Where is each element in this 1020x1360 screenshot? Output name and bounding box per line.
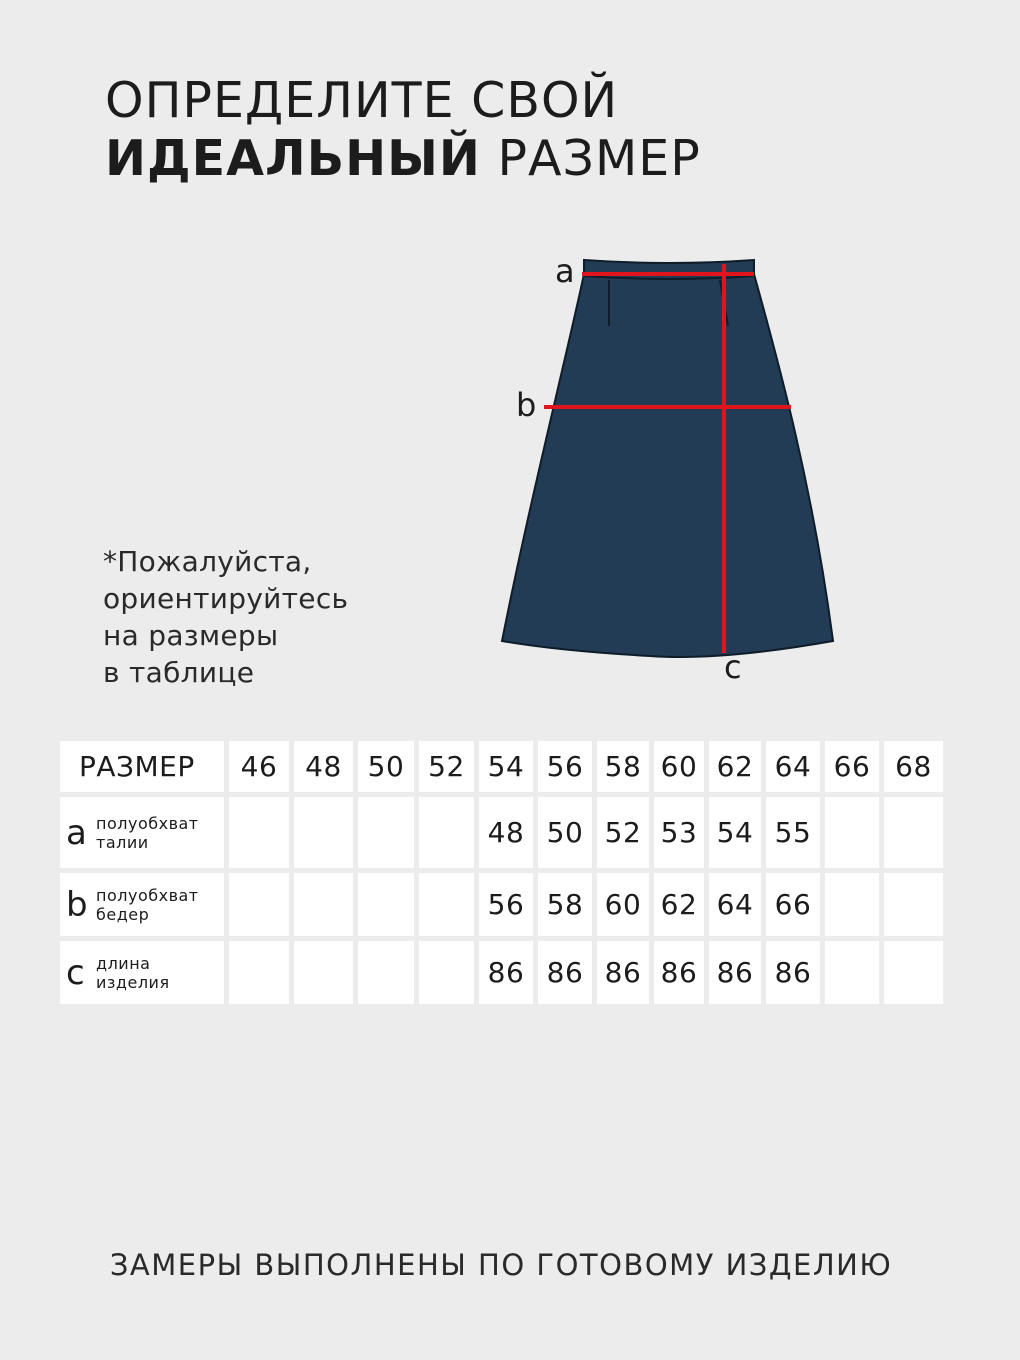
- value-cell: 86: [766, 941, 820, 1004]
- value-cell: 48: [479, 797, 533, 868]
- value-cell: [294, 873, 353, 936]
- value-cell: 53: [654, 797, 704, 868]
- title-line-2: [105, 130, 701, 188]
- value-cell: [884, 797, 943, 868]
- size-header-cell: 54: [479, 741, 533, 792]
- skirt-measurement-diagram: [500, 240, 845, 690]
- note-line: в таблице: [103, 656, 255, 689]
- title-line-1: ОПРЕДЕЛИТЕ СВОЙ: [105, 72, 619, 129]
- size-note: [103, 543, 348, 691]
- size-header-cell: 56: [538, 741, 592, 792]
- size-header-cell: 50: [358, 741, 414, 792]
- size-header-cell: 58: [597, 741, 649, 792]
- page-title: [105, 72, 701, 188]
- value-cell: [419, 873, 474, 936]
- value-cell: 86: [479, 941, 533, 1004]
- value-cell: 62: [654, 873, 704, 936]
- size-table-header: [60, 741, 943, 792]
- label-b: b: [516, 386, 537, 424]
- value-cell: [294, 797, 353, 868]
- label-a: a: [555, 252, 575, 290]
- row-letter: c: [66, 952, 86, 993]
- value-cell: 55: [766, 797, 820, 868]
- size-header-cell: 68: [884, 741, 943, 792]
- value-cell: [358, 873, 414, 936]
- value-cell: [825, 873, 879, 936]
- value-cell: [825, 941, 879, 1004]
- value-cell: [419, 797, 474, 868]
- value-cell: [294, 941, 353, 1004]
- row-description: полуобхват талии: [96, 813, 199, 852]
- note-line: ориентируйтесь: [103, 582, 349, 615]
- size-header-cell: 60: [654, 741, 704, 792]
- skirt-waistband: [584, 260, 754, 279]
- row-description: длина изделия: [96, 953, 170, 992]
- size-table: [55, 736, 948, 1009]
- row-letter: a: [66, 812, 88, 853]
- size-header-cell: 66: [825, 741, 879, 792]
- value-cell: 60: [597, 873, 649, 936]
- size-header-cell: 52: [419, 741, 474, 792]
- row-head-b: [60, 873, 224, 936]
- note-line: *Пожалуйста,: [103, 545, 312, 578]
- size-header-cell: 48: [294, 741, 353, 792]
- table-row-hips: [60, 873, 943, 936]
- row-letter: b: [66, 884, 89, 925]
- value-cell: 52: [597, 797, 649, 868]
- size-header-cell: 46: [229, 741, 289, 792]
- value-cell: [358, 941, 414, 1004]
- value-cell: 86: [654, 941, 704, 1004]
- skirt-shape: [502, 274, 833, 657]
- table-row-waist: [60, 797, 943, 868]
- value-cell: 86: [538, 941, 592, 1004]
- footer-note: ЗАМЕРЫ ВЫПОЛНЕНЫ ПО ГОТОВОМУ ИЗДЕЛИЮ: [109, 1248, 893, 1282]
- value-cell: [358, 797, 414, 868]
- size-header-cell: 62: [709, 741, 761, 792]
- note-line: на размеры: [103, 619, 279, 652]
- value-cell: [229, 873, 289, 936]
- value-cell: 64: [709, 873, 761, 936]
- value-cell: [825, 797, 879, 868]
- label-c: c: [724, 648, 742, 686]
- value-cell: 86: [709, 941, 761, 1004]
- row-description: полуобхват бедер: [96, 885, 199, 924]
- row-head-a: [60, 797, 224, 868]
- value-cell: [229, 941, 289, 1004]
- value-cell: 86: [597, 941, 649, 1004]
- value-cell: 56: [479, 873, 533, 936]
- value-cell: 50: [538, 797, 592, 868]
- value-cell: 66: [766, 873, 820, 936]
- value-cell: 58: [538, 873, 592, 936]
- value-cell: [884, 873, 943, 936]
- value-cell: [884, 941, 943, 1004]
- size-header-cell: 64: [766, 741, 820, 792]
- table-row-length: [60, 941, 943, 1004]
- title-bold-word: ИДЕАЛЬНЫЙ: [105, 130, 481, 187]
- value-cell: [419, 941, 474, 1004]
- value-cell: 54: [709, 797, 761, 868]
- value-cell: [229, 797, 289, 868]
- size-header-label: РАЗМЕР: [60, 741, 224, 792]
- row-head-c: [60, 941, 224, 1004]
- title-rest-word: РАЗМЕР: [497, 130, 701, 187]
